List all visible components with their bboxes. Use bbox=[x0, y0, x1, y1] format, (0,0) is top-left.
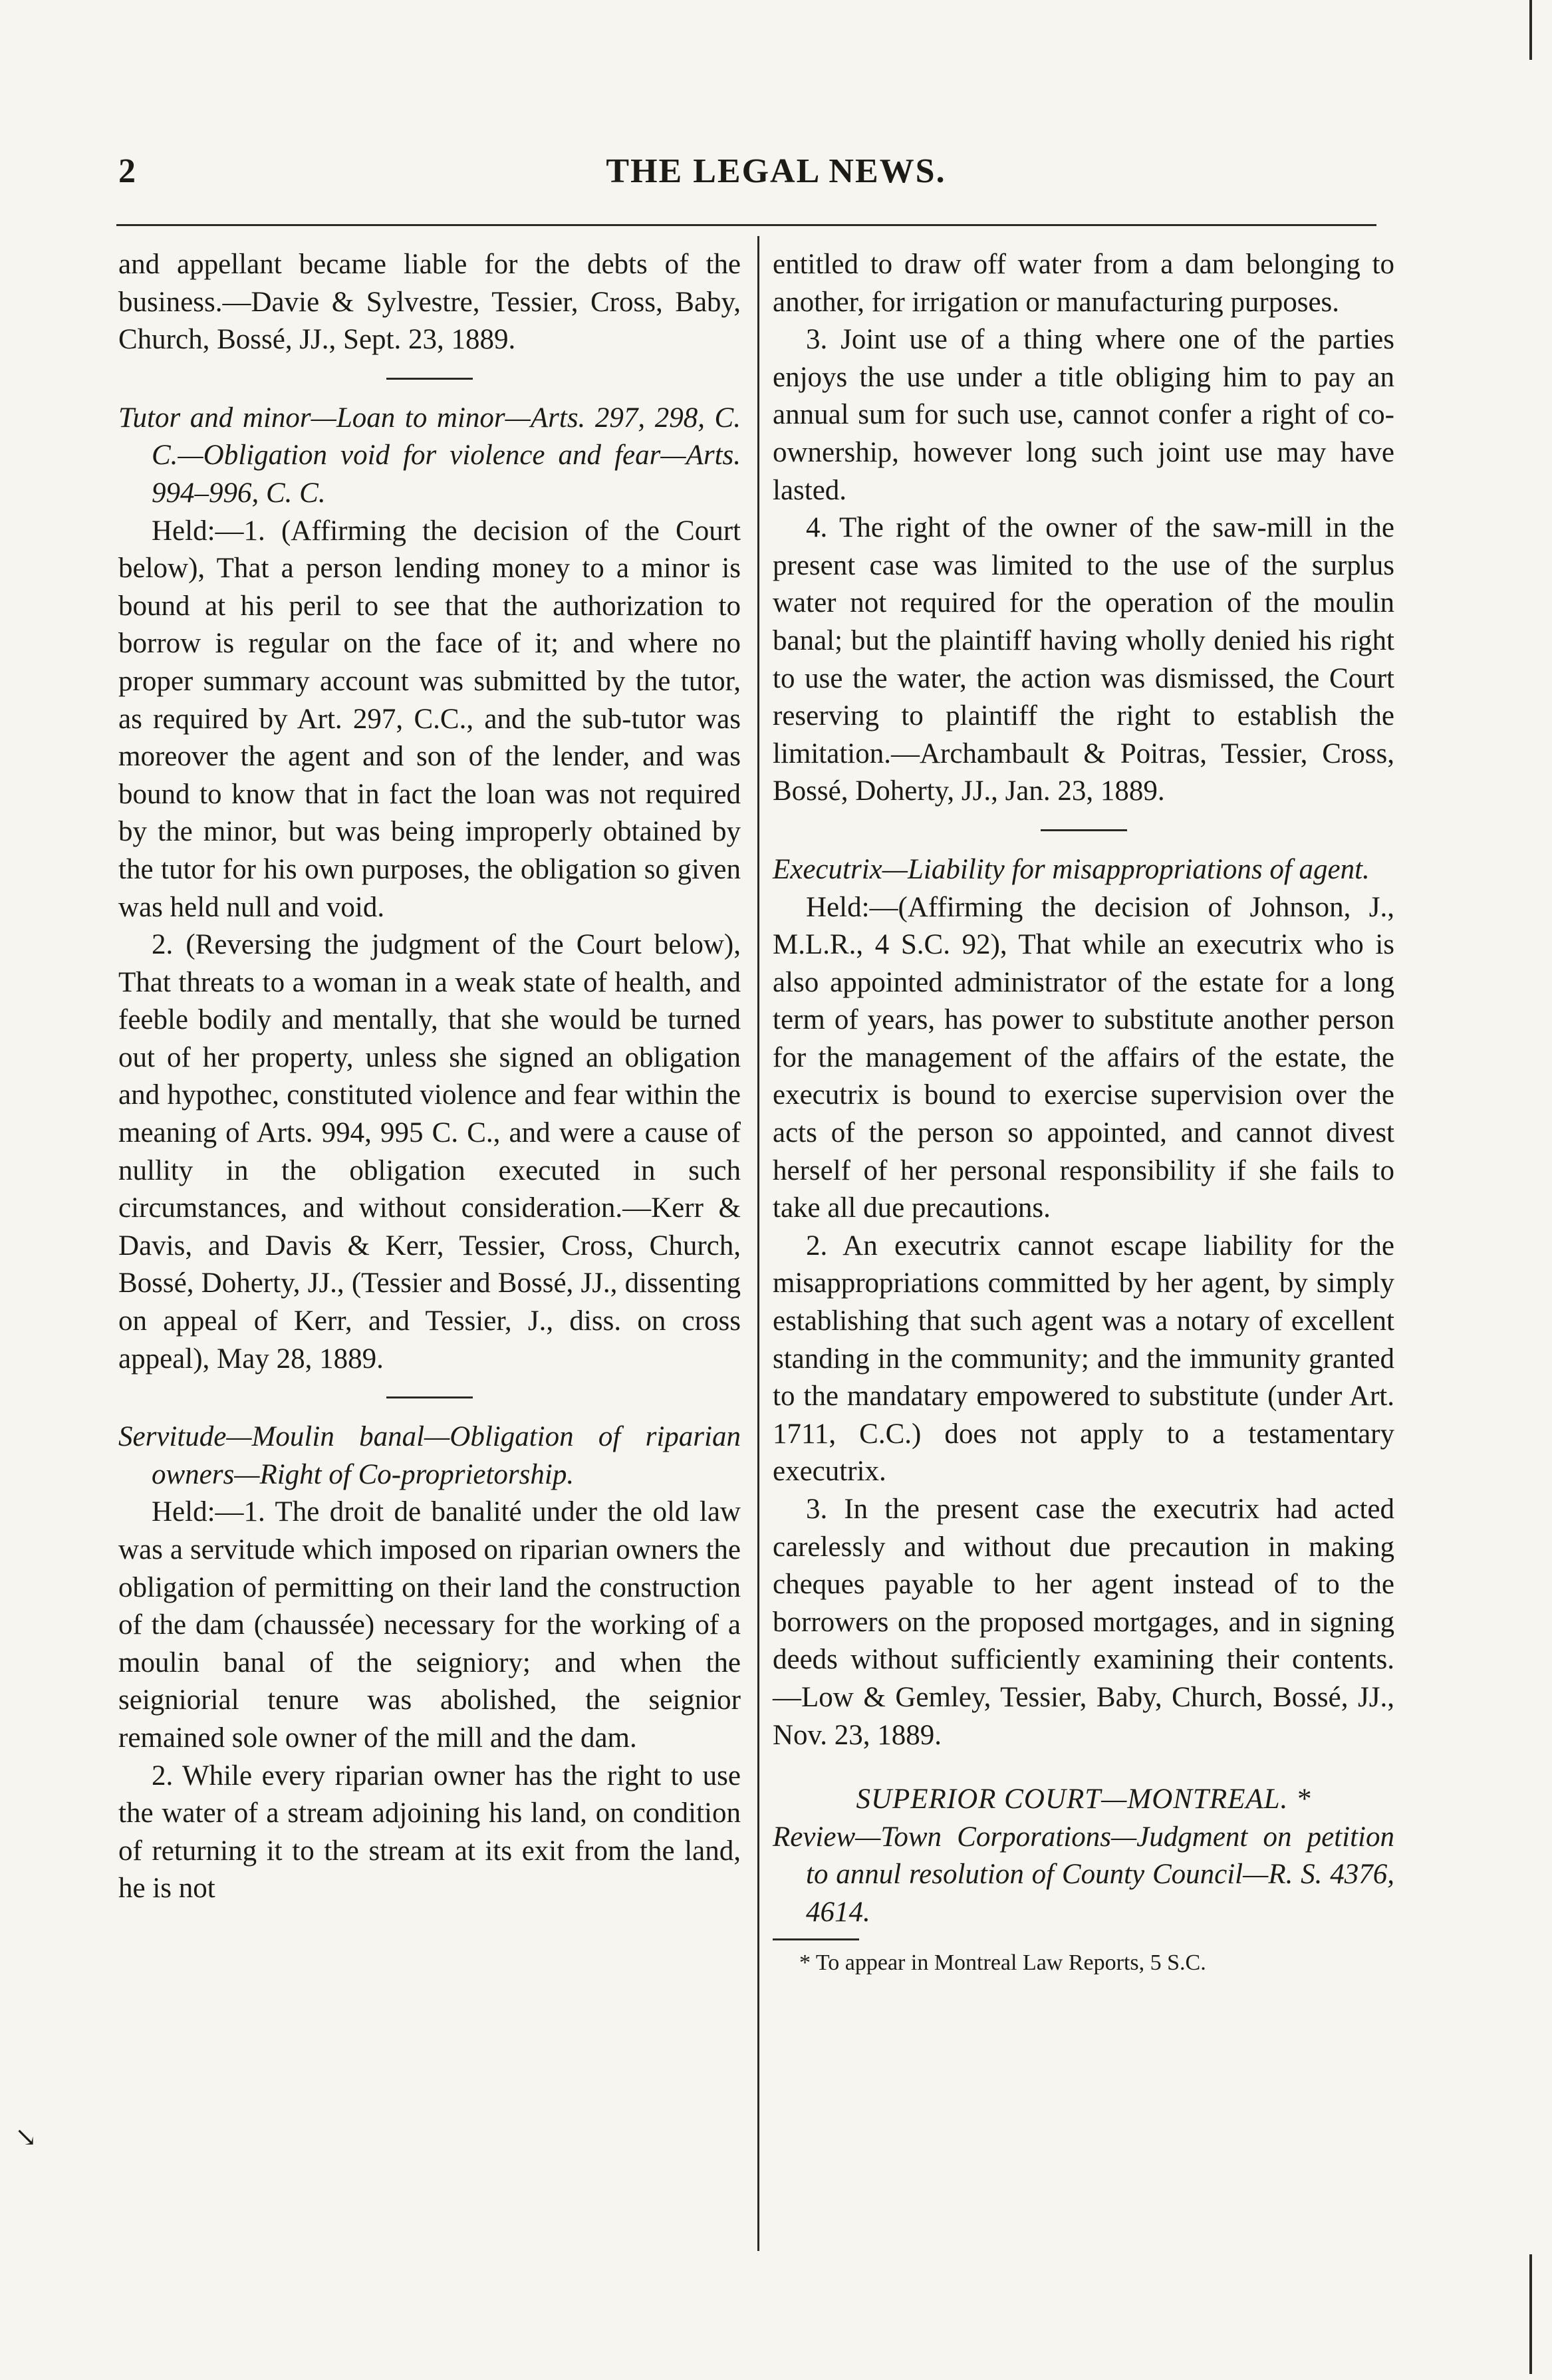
paragraph: 3. Joint use of a thing where one of the parties enjoys the use under a title obliging him to pay an annual sum for such use, cannot confer a right of co-ownership, however long such joint use may have lasted. bbox=[773, 324, 1394, 506]
right-column bbox=[773, 246, 1394, 1978]
footnote-rule bbox=[773, 1938, 859, 1940]
paragraph: 2. While every riparian owner has the right to use the water of a stream adjoining his land, on condition of returning it to the stream at its exit from the land, he is not bbox=[118, 1760, 741, 1905]
paragraph: Held:—1. (Affirming the decision of the Court below), That a person lending money to a minor is bound at his peril to see that the authorization to borrow is regular on the face of it; and where no proper summary account was submitted by the tutor, as required by Art. 297, C.C., and the sub-tutor was moreover the agent and son of the lender, and was bound to know that in fact the loan was not required by the minor, but was being improperly obtained by the tutor for his own purposes, the obligation so given was held null and void. bbox=[118, 515, 741, 923]
section-heading: Tutor and minor—Loan to minor—Arts. 297, 298, C. C.—Obligation void for violence and fear—Arts. 994–996, C. C. bbox=[118, 402, 741, 509]
paragraph: 3. In the present case the executrix had acted carelessly and without due precaution in making cheques payable to her agent instead of to the borrowers on the proposed mortgages, and in signing deeds without sufficiently examining their contents.—Low & Gemley, Tessier, Baby, Church, Bossé, JJ., Nov. 23, 1889. bbox=[773, 1494, 1394, 1751]
header-rule bbox=[116, 224, 1376, 226]
court-title: SUPERIOR COURT—MONTREAL. * bbox=[856, 1784, 1311, 1815]
footnote: * To appear in Montreal Law Reports, 5 S.C. bbox=[799, 1950, 1206, 1975]
paragraph: 2. (Reversing the judgment of the Court below), That threats to a woman in a weak state of health, and feeble bodily and mentally, that she would be turned out of her property, unless she signed an obligation and hypothec, constituted violence and fear within the meaning of Arts. 994, 995 C. C., and were a cause of nullity in the obligation executed in such circumstances, and without consideration.—Kerr & Davis, and Davis & Kerr, Tessier, Cross, Church, Bossé, Doherty, JJ., (Tessier and Bossé, JJ., dissenting on appeal of Kerr, and Tessier, J., diss. on cross appeal), May 28, 1889. bbox=[118, 929, 741, 1375]
section-rule bbox=[386, 378, 473, 380]
section-heading: Executrix—Liability for misappropriations of agent. bbox=[773, 853, 1370, 885]
paragraph: Held:—(Affirming the decision of Johnson, J., M.L.R., 4 S.C. 92), That while an executrix who is also appointed administrator of the estate for a long term of years, has power to substitute another person for the management of the affairs of the estate, the executrix is bound to exercise supervision over the acts of the person so appointed, and cannot divest herself of her personal responsibility if she fails to take all due precautions. bbox=[773, 891, 1394, 1224]
edge-mark bbox=[1529, 2254, 1532, 2374]
page-number: 2 bbox=[118, 152, 136, 190]
running-title: THE LEGAL NEWS. bbox=[606, 152, 946, 190]
paragraph: Held:—1. The droit de banalité under the old law was a servitude which imposed on riparian owners the obligation of permitting on their land the construction of the dam (chaussée) necessary for the working of a moulin banal of the seigniory; and when the seigniorial tenure was abolished, the seignior remained sole owner of the mill and the dam. bbox=[118, 1496, 741, 1754]
margin-mark: ↘ bbox=[15, 2122, 37, 2152]
paragraph: 4. The right of the owner of the saw-mill in the present case was limited to the use of the surplus water not required for the operation of the moulin banal; but the plaintiff having wholly denied his right to use the water, the action was dismissed, the Court reserving to plaintiff the right to establish the limitation.—Archambault & Poitras, Tessier, Cross, Bossé, Doherty, JJ., Jan. 23, 1889. bbox=[773, 512, 1394, 807]
section-rule bbox=[386, 1396, 473, 1398]
page-header bbox=[0, 0, 1552, 219]
paragraph: and appellant became liable for the debts of the business.—Davie & Sylvestre, Tessier, Cross, Baby, Church, Bossé, JJ., Sept. 23, 1889. bbox=[118, 249, 741, 356]
column-divider bbox=[757, 236, 759, 2251]
paragraph: 2. An executrix cannot escape liability for the misappropriations committed by her agent, by simply establishing that such agent was a notary of excellent standing in the community; and the immunity granted to the mandatary empowered to substitute (under Art. 1711, C.C.) does not apply to a testamentary executrix. bbox=[773, 1230, 1394, 1488]
section-heading: Review—Town Corporations—Judgment on petition to annul resolution of County Council—R. S. 4376, 4614. bbox=[773, 1821, 1394, 1928]
edge-mark bbox=[1529, 0, 1532, 60]
left-column bbox=[118, 246, 741, 1908]
paragraph: entitled to draw off water from a dam belonging to another, for irrigation or manufacturing purposes. bbox=[773, 249, 1394, 318]
section-rule bbox=[1041, 829, 1127, 831]
section-heading: Servitude—Moulin banal—Obligation of riparian owners—Right of Co-proprietorship. bbox=[118, 1421, 741, 1490]
